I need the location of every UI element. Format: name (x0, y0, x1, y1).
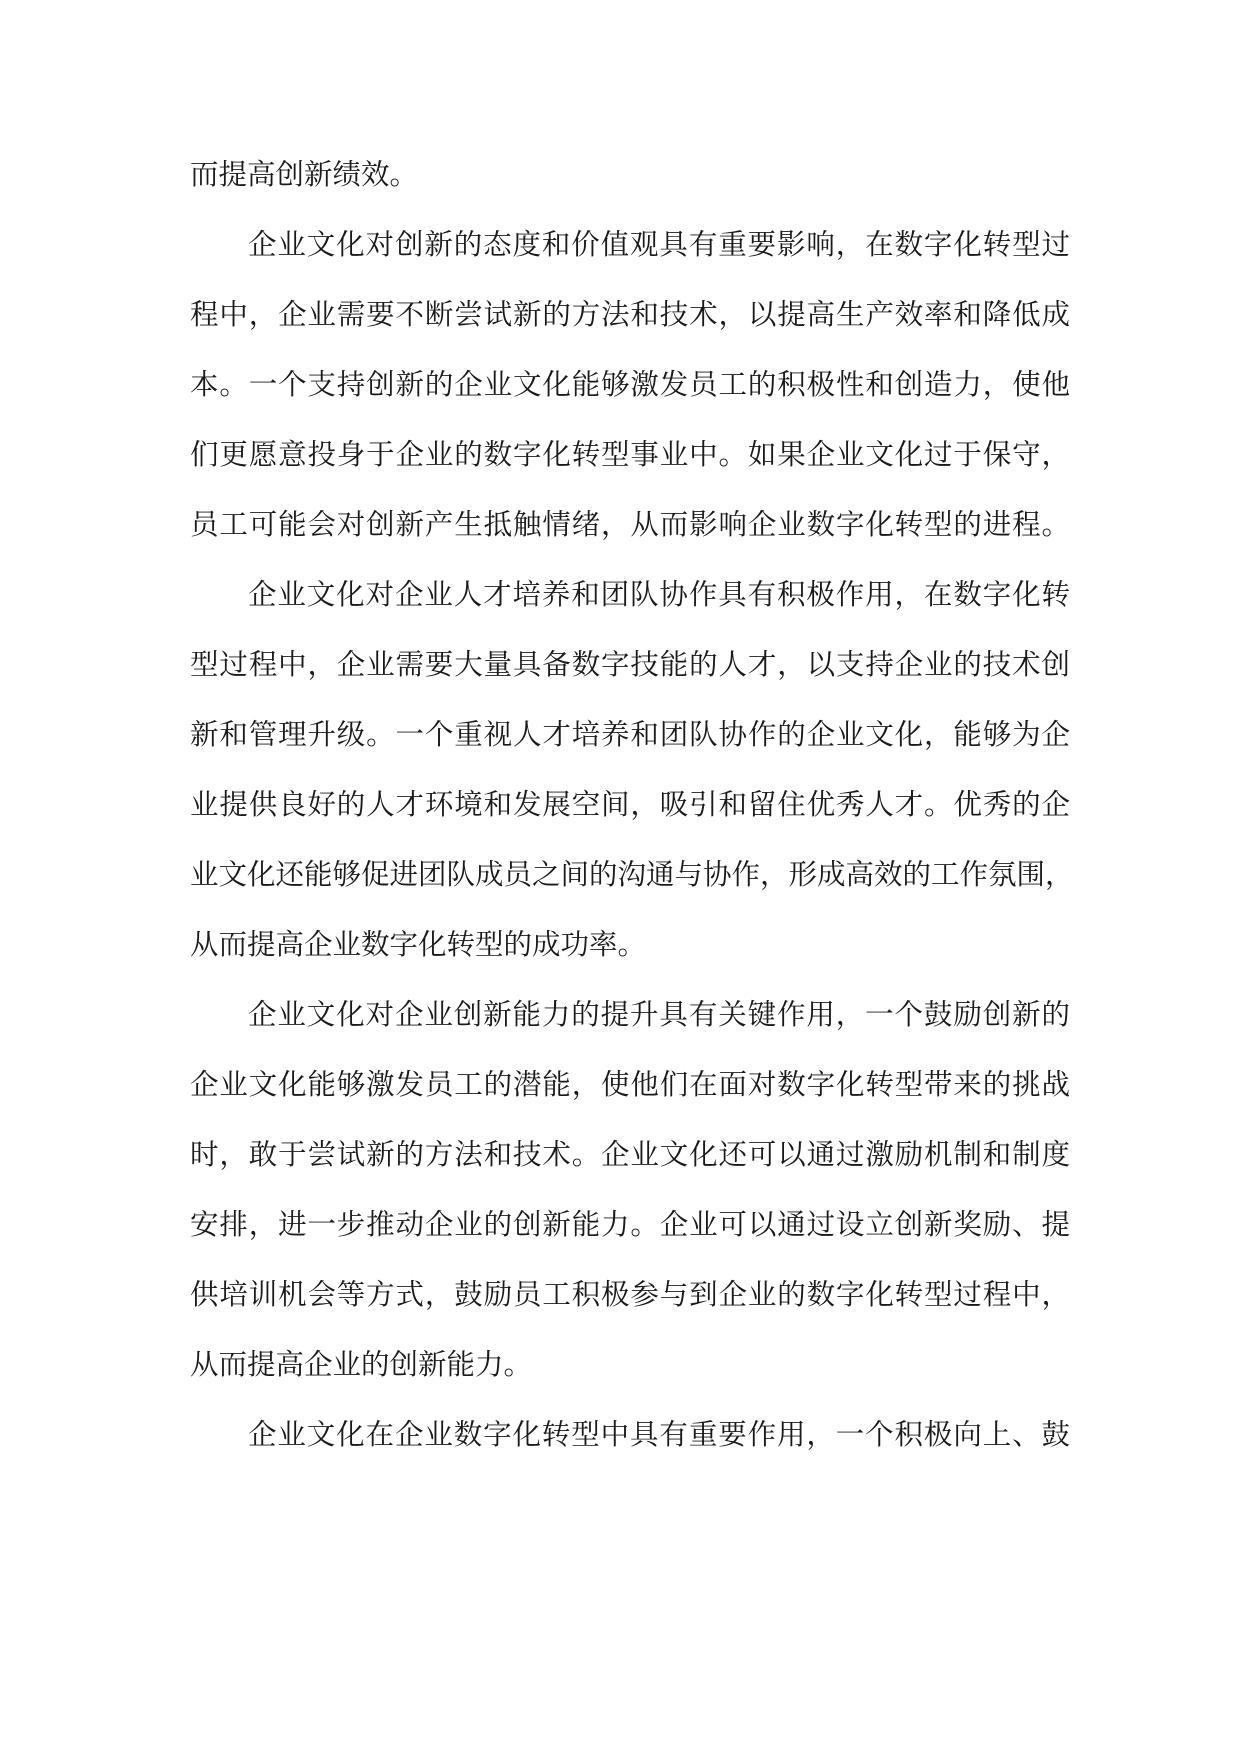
text-line: 企业文化对企业人才培养和团队协作具有积极作用，在数字化转 (248, 578, 1070, 611)
text-line: 时，敢于尝试新的方法和技术。企业文化还可以通过激励机制和制度 (190, 1138, 1070, 1171)
text-line: 从而提高企业的创新能力。 (190, 1348, 533, 1381)
text-line: 新和管理升级。一个重视人才培养和团队协作的企业文化，能够为企 (190, 718, 1070, 751)
text-line: 供培训机会等方式，鼓励员工积极参与到企业的数字化转型过程中， (190, 1278, 1070, 1311)
paragraph-innovation-capability (190, 980, 1070, 1400)
text-line: 从而提高企业数字化转型的成功率。 (190, 928, 647, 961)
text-line: 程中，企业需要不断尝试新的方法和技术，以提高生产效率和降低成 (190, 298, 1070, 331)
text-line: 安排，进一步推动企业的创新能力。企业可以通过设立创新奖励、提 (190, 1208, 1070, 1241)
text-line: 而提高创新绩效。 (190, 158, 419, 191)
paragraph-talent-teamwork (190, 560, 1074, 980)
text-line: 企业文化对创新的态度和价值观具有重要影响，在数字化转型过 (248, 228, 1070, 261)
text-line: 企业文化在企业数字化转型中具有重要作用，一个积极向上、鼓 (248, 1418, 1070, 1451)
text-line: 员工可能会对创新产生抵触情绪，从而影响企业数字化转型的进程。 (190, 508, 1070, 541)
text-line: 本。一个支持创新的企业文化能够激发员工的积极性和创造力，使他 (190, 368, 1070, 401)
text-line: 业文化还能够促进团队成员之间的沟通与协作，形成高效的工作氛围， (190, 858, 1074, 891)
text-line: 们更愿意投身于企业的数字化转型事业中。如果企业文化过于保守， (190, 438, 1070, 471)
body-text (190, 140, 1074, 1470)
paragraph-innovation-attitude (190, 210, 1070, 560)
text-line: 企业文化对企业创新能力的提升具有关键作用，一个鼓励创新的 (248, 998, 1070, 1031)
text-line: 型过程中，企业需要大量具备数字技能的人才，以支持企业的技术创 (190, 648, 1070, 681)
paragraph-conclusion (190, 1400, 1070, 1470)
text-line: 企业文化能够激发员工的潜能，使他们在面对数字化转型带来的挑战 (190, 1068, 1070, 1101)
text-line: 业提供良好的人才环境和发展空间，吸引和留住优秀人才。优秀的企 (190, 788, 1070, 821)
paragraph-continuation (190, 140, 1070, 210)
